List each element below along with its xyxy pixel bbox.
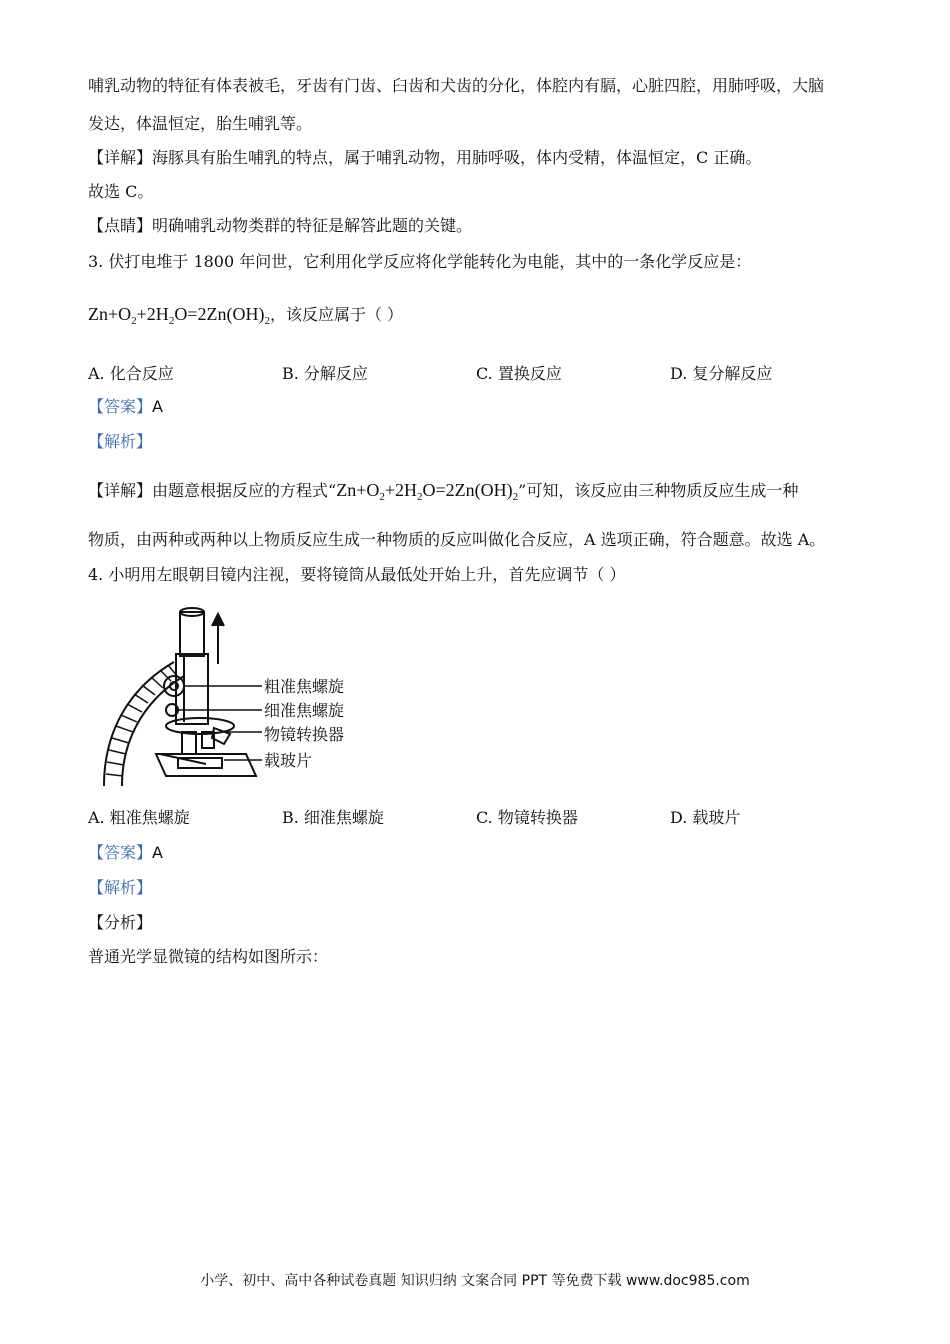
detail-text: 由题意根据反应的方程式“ <box>152 481 337 500</box>
microscope-figure <box>96 604 366 790</box>
detail-tag: 【详解】 <box>88 481 153 500</box>
chemical-equation: $Zn+O_2+2H_2O=2Zn(OH)_2$ <box>88 304 270 327</box>
question-4-stem: 4. 小明用左眼朝目镜内注视，要将镜筒从最低处开始上升，首先应调节（ ） <box>88 565 626 584</box>
answer-value: A <box>152 843 163 862</box>
paragraph-line <box>88 216 472 236</box>
detail-text: ”可知，该反应由三种物质反应生成一种 <box>518 481 799 500</box>
formula-suffix: ，该反应属于（ ） <box>269 305 404 324</box>
detail-tag: 【详解】 <box>88 148 153 167</box>
q3-detail-line-2: 物质，由两种或两种以上物质反应生成一种物质的反应叫做化合反应，A 选项正确，符合题意。故选 A。 <box>88 530 826 549</box>
q4-option-c: C. 物镜转换器 <box>476 808 578 827</box>
question-3-formula-line <box>88 304 403 331</box>
q4-answer-line <box>88 843 163 863</box>
q3-option-d: D. 复分解反应 <box>670 364 773 383</box>
q3-detail-line <box>88 480 798 507</box>
figure-label-coarse-focus: 粗准焦螺旋 <box>264 677 345 696</box>
q3-option-b: B. 分解反应 <box>282 364 368 383</box>
q3-analysis-tag: 【解析】 <box>88 432 153 451</box>
answer-tag: 【答案】 <box>88 843 153 862</box>
q4-option-b: B. 细准焦螺旋 <box>282 808 384 827</box>
tip-tag: 【点睛】 <box>88 216 153 235</box>
figure-label-fine-focus: 细准焦螺旋 <box>264 701 345 720</box>
paragraph-line <box>88 148 761 168</box>
q4-option-d: D. 载玻片 <box>670 808 741 827</box>
detail-text: 海豚具有胎生哺乳的特点，属于哺乳动物，用肺呼吸，体内受精，体温恒定，C 正确。 <box>152 148 762 167</box>
paragraph-line: 故选 C。 <box>88 182 154 201</box>
q4-fenxi-tag: 【分析】 <box>88 913 153 932</box>
q4-fenxi-text: 普通光学显微镜的结构如图所示： <box>88 947 329 966</box>
paragraph-line: 发达，体温恒定，胎生哺乳等。 <box>88 114 313 133</box>
page-footer: 小学、初中、高中各种试卷真题 知识归纳 文案合同 PPT 等免费下载 www.doc985.com <box>200 1273 750 1289</box>
q3-option-c: C. 置换反应 <box>476 364 562 383</box>
tip-text: 明确哺乳动物类群的特征是解答此题的关键。 <box>152 216 473 235</box>
figure-label-nosepiece: 物镜转换器 <box>264 725 345 744</box>
q3-answer-line <box>88 397 163 417</box>
q4-option-a: A. 粗准焦螺旋 <box>88 808 190 827</box>
paragraph-line: 哺乳动物的特征有体表被毛，牙齿有门齿、臼齿和犬齿的分化，体腔内有膈，心脏四腔，用肺呼吸，大脑 <box>88 76 825 95</box>
answer-tag: 【答案】 <box>88 397 153 416</box>
figure-label-slide: 载玻片 <box>264 751 313 770</box>
question-3-stem: 3. 伏打电堆于 1800 年问世，它利用化学反应将化学能转化为电能，其中的一条化学反应是： <box>88 252 752 271</box>
q4-analysis-tag: 【解析】 <box>88 878 153 897</box>
microscope-drawing <box>96 604 366 790</box>
answer-value: A <box>152 397 163 416</box>
chemical-equation: $Zn+O_2+2H_2O=2Zn(OH)_2$ <box>336 480 519 503</box>
q3-option-a: A. 化合反应 <box>88 364 174 383</box>
